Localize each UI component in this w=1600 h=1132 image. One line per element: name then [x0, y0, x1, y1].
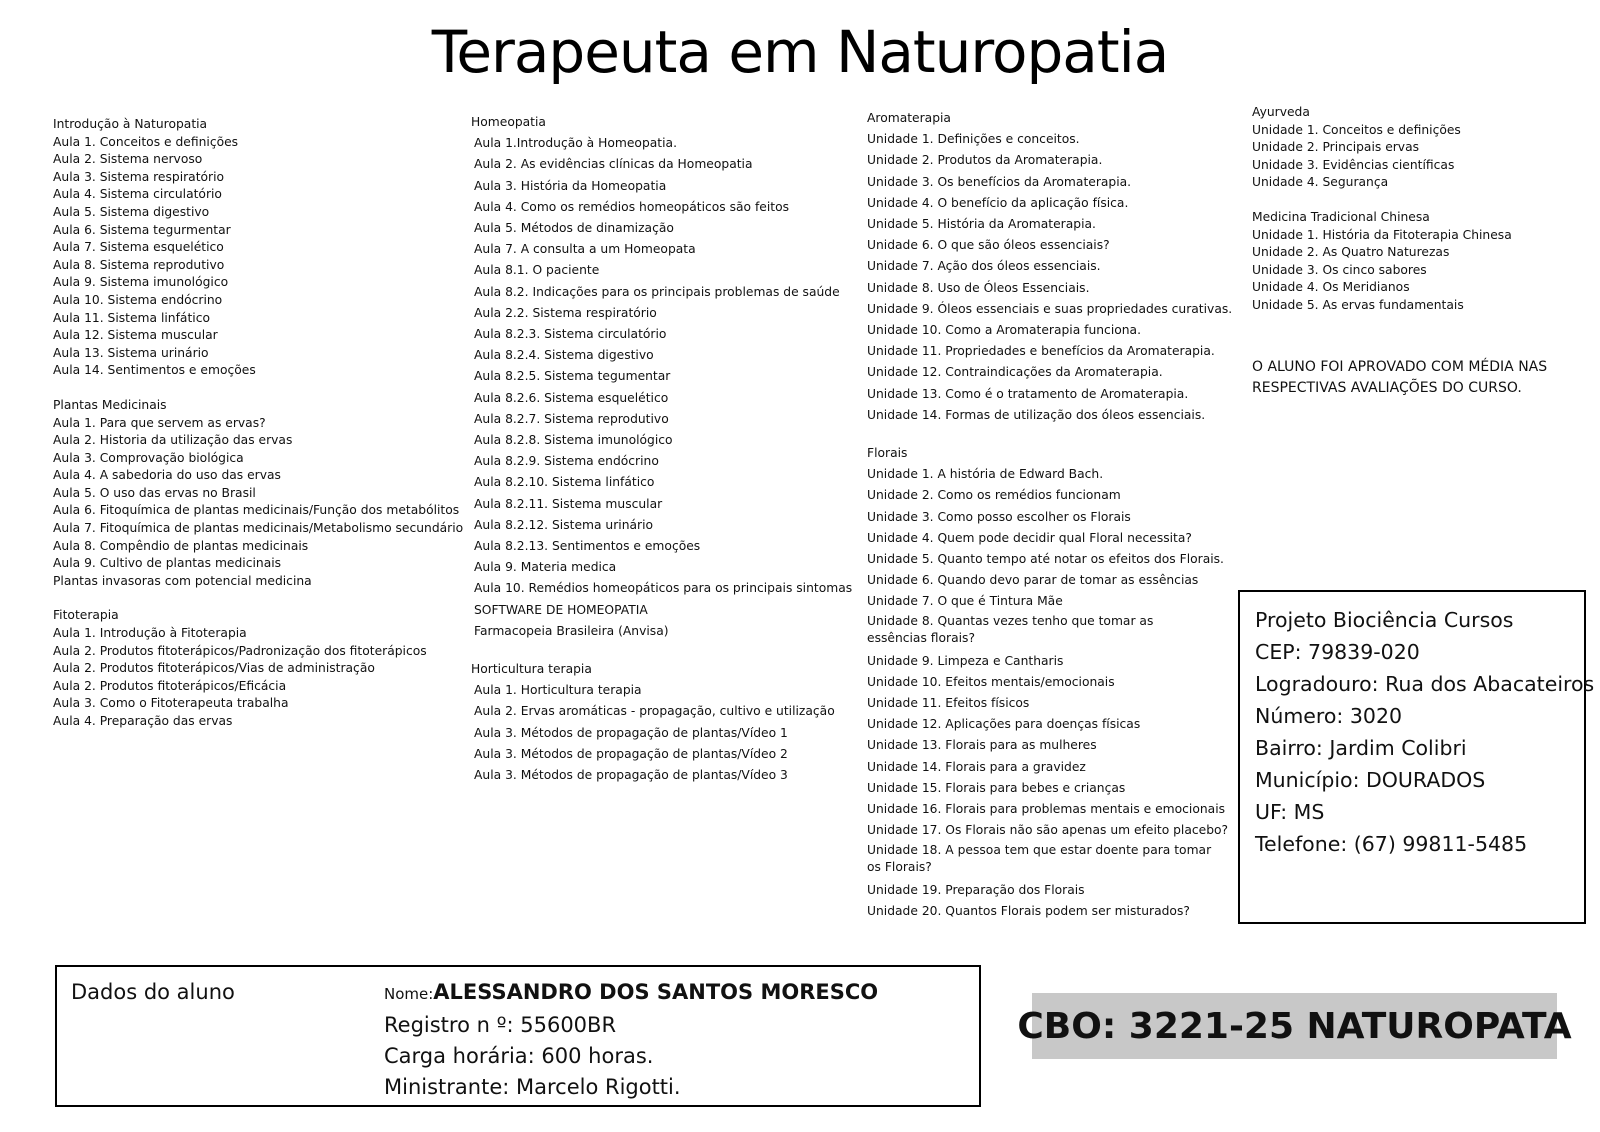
lesson-item: Aula 4. Preparação das ervas: [53, 714, 233, 728]
lesson-item: Aula 8.2.12. Sistema urinário: [474, 517, 654, 532]
lesson-item: Unidade 10. Como a Aromaterapia funciona.: [867, 323, 1141, 338]
lesson-item: Unidade 4. O benefício da aplicação física.: [867, 195, 1129, 210]
course-section: [867, 108, 1232, 426]
lesson-item: Aula 8.2.10. Sistema linfático: [474, 475, 655, 490]
lesson-item: Aula 2. Produtos fitoterápicos/Vias de administração: [53, 661, 375, 676]
lesson-item: Aula 4. A sabedoria do uso das ervas: [53, 468, 281, 483]
lesson-item: Aula 8.2.8. Sistema imunológico: [474, 433, 673, 448]
lesson-item: Aula 3. Métodos de propagação de plantas/Vídeo 3: [474, 768, 788, 783]
lesson-item: Unidade 10. Efeitos mentais/emocionais: [867, 674, 1115, 689]
lesson-item: Aula 9. Materia medica: [474, 560, 617, 575]
lesson-item: Unidade 13. Florais para as mulheres: [867, 738, 1097, 753]
lesson-item: Aula 7. A consulta a um Homeopata: [474, 242, 696, 257]
lesson-item: Aula 2. Produtos fitoterápicos/Eficácia: [53, 678, 287, 693]
lesson-item: Aula 8. Sistema reprodutivo: [53, 257, 225, 272]
lesson-item: Plantas invasoras com potencial medicina: [53, 573, 312, 588]
lesson-item: Unidade 5. Quanto tempo até notar os efeitos dos Florais.: [867, 552, 1224, 567]
lesson-item: Aula 14. Sentimentos e emoções: [53, 363, 256, 378]
lesson-item: Unidade 12. Contraindicações da Aromaterapia.: [867, 365, 1163, 380]
lesson-item: Unidade 14. Florais para a gravidez: [867, 759, 1086, 774]
lesson-item: Aula 2. Sistema nervoso: [53, 152, 203, 167]
lesson-item: Unidade 17. Os Florais não são apenas um efeito placebo?: [867, 823, 1229, 838]
section-title: Medicina Tradicional Chinesa: [1252, 209, 1430, 224]
lesson-item: Aula 3. Métodos de propagação de plantas/Vídeo 1: [474, 725, 788, 740]
logradouro: Logradouro: Rua dos Abacateiros: [1255, 672, 1595, 696]
section-title: Homeopatia: [471, 115, 546, 129]
lesson-item: Aula 4. Sistema circulatório: [53, 187, 222, 202]
lesson-item: Aula 8.1. O paciente: [474, 263, 600, 278]
lesson-item: Unidade 1. Conceitos e definições: [1252, 122, 1461, 137]
lesson-item: SOFTWARE DE HOMEOPATIA: [474, 602, 648, 617]
lesson-item: Unidade 4. Os Meridianos: [1252, 280, 1410, 295]
course-section: [471, 659, 852, 786]
lesson-item: Unidade 19. Preparação dos Florais: [867, 882, 1085, 897]
section-title: Horticultura terapia: [471, 662, 592, 677]
telefone: Telefone: (67) 99811-5485: [1255, 832, 1528, 856]
course-section: [867, 443, 1232, 922]
org-name: Projeto Biociência Cursos: [1255, 608, 1514, 632]
section-title: Fitoterapia: [53, 608, 119, 623]
lesson-item: Aula 7. Sistema esquelético: [53, 240, 224, 255]
section-title: Aromaterapia: [867, 111, 951, 125]
course-section: [53, 607, 463, 730]
student-section-label: Dados do aluno: [71, 980, 235, 1004]
lesson-item: Aula 8. Compêndio de plantas medicinais: [53, 538, 309, 553]
lesson-item: Aula 2. Historia da utilização das ervas: [53, 433, 293, 448]
lesson-item: Aula 8.2.5. Sistema tegumentar: [474, 369, 671, 384]
lesson-item: Aula 1. Introdução à Fitoterapia: [53, 626, 247, 641]
lesson-item: Aula 13. Sistema urinário: [53, 345, 209, 360]
lesson-item: Aula 3. Como o Fitoterapeuta trabalha: [53, 696, 289, 711]
lesson-item: Aula 9. Cultivo de plantas medicinais: [53, 556, 282, 571]
course-column-3: [867, 108, 1232, 922]
registro: Registro n º: 55600BR: [384, 1013, 617, 1037]
lesson-item: Aula 1. Conceitos e definições: [53, 134, 239, 149]
course-column-1: [53, 116, 463, 731]
lesson-item: Aula 8.2.6. Sistema esquelético: [474, 390, 669, 405]
section-title: Florais: [867, 446, 908, 461]
lesson-item: Unidade 3. Evidências científicas: [1252, 157, 1455, 172]
lesson-item: Unidade 12. Aplicações para doenças físicas: [867, 717, 1141, 732]
course-section: [53, 397, 463, 591]
lesson-item: Aula 3. Métodos de propagação de plantas/Vídeo 2: [474, 746, 788, 761]
lesson-item: Aula 6. Fitoquímica de plantas medicinais/Função dos metabólitos: [53, 503, 460, 518]
lesson-item: Aula 1. Para que servem as ervas?: [53, 415, 266, 430]
lesson-item: Unidade 14. Formas de utilização dos óleos essenciais.: [867, 407, 1206, 422]
lesson-item: Aula 5. Métodos de dinamização: [474, 221, 674, 236]
lesson-item: Aula 8.2.13. Sentimentos e emoções: [474, 539, 701, 554]
carga-horaria: Carga horária: 600 horas.: [384, 1044, 654, 1068]
approval-note: O ALUNO FOI APROVADO COM MÉDIA NAS RESPECTIVAS AVALIAÇÕES DO CURSO.: [1252, 359, 1548, 396]
lesson-item: Aula 3. História da Homeopatia: [474, 178, 667, 193]
lesson-item: Aula 4. Como os remédios homeopáticos são feitos: [474, 199, 790, 214]
section-title: Ayurveda: [1252, 105, 1310, 119]
lesson-item: Aula 1. Horticultura terapia: [474, 683, 642, 698]
lesson-item: Unidade 11. Propriedades e benefícios da Aromaterapia.: [867, 344, 1215, 359]
lesson-item: Aula 1.Introdução à Homeopatia.: [474, 136, 677, 151]
cep: CEP: 79839-020: [1255, 640, 1420, 664]
lesson-item: Unidade 4. Quem pode decidir qual Floral necessita?: [867, 530, 1192, 545]
student-fields: [384, 977, 878, 1103]
cbo-badge: CBO: 3221-25 NATUROPATA: [1032, 993, 1557, 1059]
lesson-item: Unidade 1. História da Fitoterapia Chinesa: [1252, 227, 1512, 242]
lesson-item: Aula 2. Ervas aromáticas - propagação, cultivo e utilização: [474, 704, 835, 719]
lesson-item: Aula 7. Fitoquímica de plantas medicinais/Metabolismo secundário: [53, 521, 464, 536]
student-name-row: [384, 977, 878, 1010]
lesson-item: Aula 12. Sistema muscular: [53, 328, 218, 343]
lesson-item: Unidade 16. Florais para problemas mentais e emocionais: [867, 802, 1226, 817]
lesson-item: Unidade 3. Os cinco sabores: [1252, 262, 1427, 277]
lesson-item: Unidade 11. Efeitos físicos: [867, 696, 1030, 711]
lesson-item: Aula 10. Sistema endócrino: [53, 292, 223, 307]
lesson-item: Unidade 5. História da Aromaterapia.: [867, 217, 1096, 232]
lesson-item: Aula 8.2.3. Sistema circulatório: [474, 327, 667, 342]
section-title: Introdução à Naturopatia: [53, 117, 208, 131]
lesson-item: Unidade 13. Como é o tratamento de Aromaterapia.: [867, 386, 1189, 401]
student-name: ALESSANDRO DOS SANTOS MORESCO: [433, 980, 879, 1004]
name-label: Nome:: [384, 985, 434, 1003]
lesson-item: Aula 8.2.7. Sistema reprodutivo: [474, 411, 669, 426]
address-box: [1238, 590, 1595, 924]
lesson-item: Aula 8.2.9. Sistema endócrino: [474, 454, 659, 469]
lesson-item: Aula 2. Produtos fitoterápicos/Padronização dos fitoterápicos: [53, 643, 427, 658]
course-section: [1252, 209, 1512, 315]
lesson-item: Unidade 9. Limpeza e Cantharis: [867, 653, 1064, 668]
lesson-item: Farmacopeia Brasileira (Anvisa): [474, 623, 669, 638]
numero: Número: 3020: [1255, 704, 1403, 728]
lesson-item: Unidade 1. Definições e conceitos.: [867, 132, 1080, 147]
course-section: [471, 112, 852, 642]
lesson-item: Unidade 1. A história de Edward Bach.: [867, 467, 1104, 482]
ministrante: Ministrante: Marcelo Rigotti.: [384, 1075, 681, 1099]
lesson-item: Unidade 20. Quantos Florais podem ser misturados?: [867, 903, 1190, 918]
lesson-item: Aula 8.2.4. Sistema digestivo: [474, 348, 654, 363]
lesson-item: Aula 9. Sistema imunológico: [53, 275, 229, 290]
section-title: Plantas Medicinais: [53, 397, 167, 412]
lesson-item: Unidade 8. Uso de Óleos Essenciais.: [867, 280, 1090, 295]
bairro: Bairro: Jardim Colibri: [1255, 736, 1467, 760]
lesson-item: Aula 5. Sistema digestivo: [53, 204, 210, 219]
lesson-item: Unidade 3. Os benefícios da Aromaterapia.: [867, 174, 1132, 189]
lesson-item: Unidade 3. Como posso escolher os Florais: [867, 509, 1131, 524]
lesson-item: Unidade 2. Como os remédios funcionam: [867, 488, 1121, 503]
course-section: [53, 116, 463, 380]
lesson-item: Aula 3. Comprovação biológica: [53, 450, 244, 465]
lesson-item: Aula 11. Sistema linfático: [53, 310, 210, 325]
certificate-title: Terapeuta em Naturopatia: [431, 18, 1169, 86]
lesson-item: Aula 3. Sistema respiratório: [53, 169, 225, 184]
lesson-item: Unidade 2. Principais ervas: [1252, 140, 1420, 155]
lesson-item: Unidade 9. Óleos essenciais e suas propriedades curativas.: [867, 301, 1233, 316]
lesson-item: Aula 5. O uso das ervas no Brasil: [53, 485, 256, 500]
lesson-item: Unidade 7. Ação dos óleos essenciais.: [867, 259, 1101, 274]
course-column-4: [1252, 104, 1512, 315]
lesson-item: Unidade 4. Segurança: [1252, 175, 1389, 190]
lesson-item: Aula 8.2.11. Sistema muscular: [474, 496, 663, 511]
lesson-item: Unidade 5. As ervas fundamentais: [1252, 297, 1464, 312]
lesson-item: Unidade 7. O que é Tintura Mãe: [867, 594, 1063, 609]
course-column-2: [471, 112, 852, 786]
lesson-item: Unidade 18. A pessoa tem que estar doente para tomar os Florais?: [867, 842, 1212, 874]
municipio: Município: DOURADOS: [1255, 768, 1486, 792]
lesson-item: Unidade 8. Quantas vezes tenho que tomar as essências florais?: [867, 613, 1154, 645]
lesson-item: Aula 10. Remédios homeopáticos para os principais sintomas: [474, 581, 853, 596]
uf: UF: MS: [1255, 800, 1325, 824]
lesson-item: Aula 2.2. Sistema respiratório: [474, 305, 657, 320]
lesson-item: Unidade 6. Quando devo parar de tomar as essências: [867, 573, 1199, 588]
lesson-item: Aula 8.2. Indicações para os principais problemas de saúde: [474, 284, 840, 299]
lesson-item: Unidade 6. O que são óleos essenciais?: [867, 238, 1110, 253]
course-section: [1252, 104, 1512, 192]
lesson-item: Unidade 2. As Quatro Naturezas: [1252, 245, 1450, 260]
lesson-item: Aula 2. As evidências clínicas da Homeopatia: [474, 157, 753, 172]
student-box: [55, 965, 981, 1107]
lesson-item: Unidade 15. Florais para bebes e crianças: [867, 780, 1126, 795]
lesson-item: Unidade 2. Produtos da Aromaterapia.: [867, 153, 1103, 168]
lesson-item: Aula 6. Sistema tegurmentar: [53, 222, 231, 237]
